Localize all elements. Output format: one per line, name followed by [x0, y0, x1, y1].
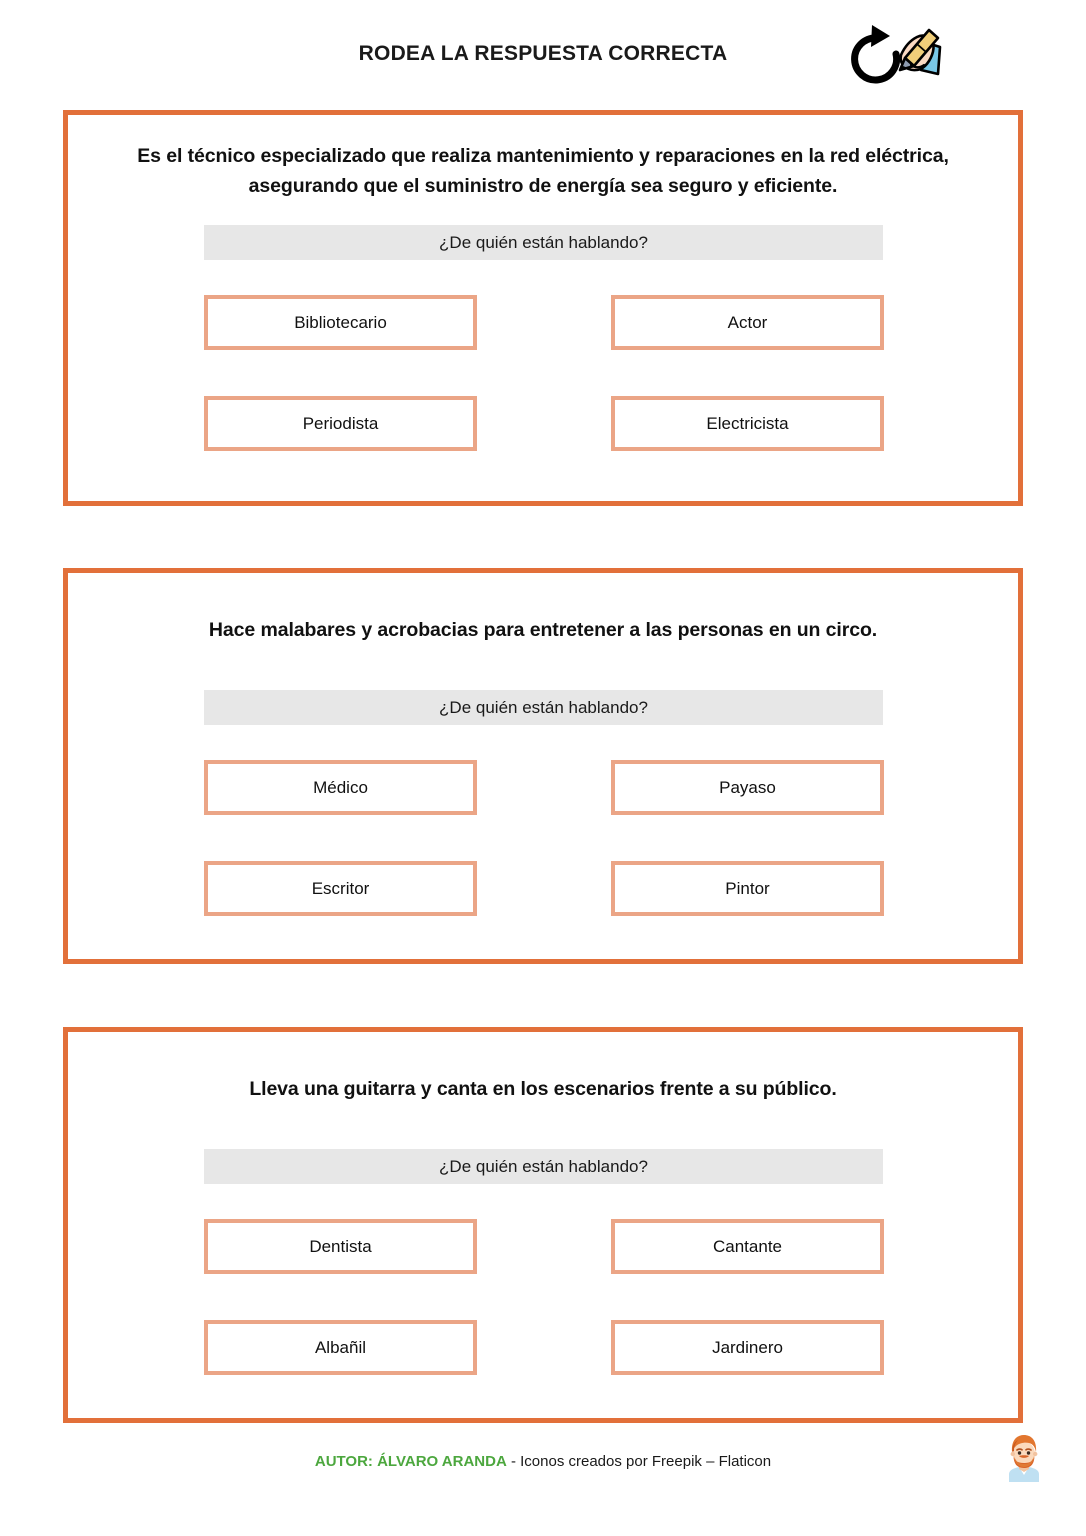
bearded-man-avatar-icon	[1000, 1430, 1048, 1482]
answer-option-row	[204, 861, 884, 916]
question-prompt-bar	[204, 225, 883, 260]
answer-options	[204, 1219, 884, 1375]
page-title: RODEA LA RESPUESTA CORRECTA	[358, 42, 728, 65]
answer-option-4[interactable]	[611, 396, 884, 451]
question-statement: Es el técnico especializado que realiza mantenimiento y reparaciones en la red eléctrica, asegurando que el suministro de energía sea seguro y eficiente.	[137, 145, 949, 197]
answer-option-label: Periodista	[302, 413, 379, 433]
question-prompt-label: ¿De quién están hablando?	[439, 232, 648, 252]
answer-option-label: Payaso	[719, 777, 776, 797]
answer-option-1[interactable]	[204, 295, 477, 350]
answer-option-row	[204, 1219, 884, 1274]
answer-option-2[interactable]	[611, 295, 884, 350]
footer-author: AUTOR: ÁLVARO ARANDA	[314, 1453, 507, 1470]
question-block-2	[63, 568, 1023, 964]
answer-options	[204, 760, 884, 916]
answer-option-2[interactable]	[611, 760, 884, 815]
answer-option-label: Bibliotecario	[294, 312, 387, 332]
answer-option-label: Médico	[313, 777, 368, 797]
answer-option-label: Cantante	[713, 1236, 782, 1256]
answer-option-label: Dentista	[309, 1236, 372, 1256]
answer-option-2[interactable]	[611, 1219, 884, 1274]
question-block-3	[63, 1027, 1023, 1423]
answer-option-label: Actor	[727, 312, 768, 332]
answer-option-label: Pintor	[725, 878, 770, 898]
question-prompt-label: ¿De quién están hablando?	[439, 697, 648, 717]
answer-option-label: Escritor	[311, 878, 370, 898]
answer-option-row	[204, 760, 884, 815]
question-statement: Lleva una guitarra y canta en los escenarios frente a su público.	[249, 1078, 837, 1100]
question-prompt-label: ¿De quién están hablando?	[439, 1156, 648, 1176]
circular-arrow-pencil-icon	[845, 14, 955, 94]
answer-option-row	[204, 396, 884, 451]
answer-option-3[interactable]	[204, 396, 477, 451]
question-prompt-bar	[204, 1149, 883, 1184]
answer-option-row	[204, 1320, 884, 1375]
answer-option-3[interactable]	[204, 1320, 477, 1375]
answer-option-row	[204, 295, 884, 350]
page-footer	[0, 1452, 1086, 1492]
footer-credit-line	[0, 1452, 1086, 1472]
question-prompt-bar	[204, 690, 883, 725]
footer-icon-credit: - Iconos creados por Freepik – Flaticon	[506, 1453, 772, 1470]
answer-option-1[interactable]	[204, 760, 477, 815]
answer-option-4[interactable]	[611, 861, 884, 916]
answer-option-1[interactable]	[204, 1219, 477, 1274]
answer-option-label: Electricista	[706, 413, 789, 433]
question-statement: Hace malabares y acrobacias para entretener a las personas en un circo.	[208, 619, 878, 641]
answer-options	[204, 295, 884, 451]
answer-option-3[interactable]	[204, 861, 477, 916]
answer-option-label: Albañil	[314, 1337, 367, 1357]
question-block-1	[63, 110, 1023, 506]
answer-option-4[interactable]	[611, 1320, 884, 1375]
answer-option-label: Jardinero	[712, 1337, 783, 1357]
page-header	[0, 0, 1086, 108]
